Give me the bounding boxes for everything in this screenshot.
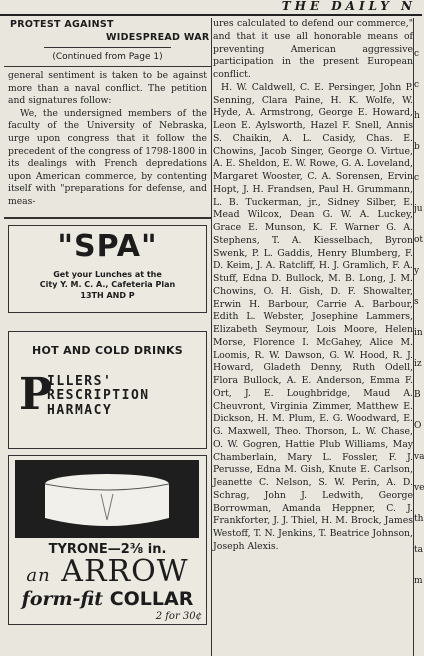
collar-icon [15,460,199,538]
fragment-text: ta [414,545,423,555]
fragment-text: h [414,111,420,121]
fragment-text: va [414,452,424,462]
article-paragraph: ures calculated to defend our commerce," and that it use all honorable means of preventing American aggressive participation in the present European conflict. [213,18,413,80]
fragment-list [414,48,422,588]
spa-ad-line: 13TH AND P [80,290,135,300]
right-column-fragment [414,18,422,606]
pharmacy-logo [19,368,206,421]
section-rule [4,217,211,219]
fragment-text: y [414,266,420,276]
headline-rule [44,47,171,48]
formfit-text: form-fit [21,587,104,610]
masthead [0,0,422,16]
arrow-article-word: an [26,564,51,586]
collar-price: 2 for 30¢ [155,610,202,622]
fragment-text: th [414,514,424,524]
fragment-text: m [414,576,423,586]
fragment-text: ju [414,204,423,214]
fragment-text: c [414,49,420,59]
fragment-text: iz [414,359,422,369]
collar-text: COLLAR [109,587,194,610]
headline-line-2: WIDESPREAD WAR [106,32,210,43]
fragment-text: s [414,297,419,307]
continued-rule [4,66,211,67]
pharmacy-big-letter: P [19,368,53,420]
spa-ad-line: Get your Lunches at the [53,269,162,279]
signature-list: H. W. Caldwell, C. E. Persinger, John P. Senning, Clara Paine, H. K. Wolfe, W. Hyde, A. Armstrong, George E. Howard, Leon E. Aylsworth, Hazel F. Snell, Annis S. Chaikin, A. L. Casidy, Chas. E. Chowins, Jacob Singer, George O. Virtue, A. E. Sheldon, E. W. Rowe, G. A. Loveland, Margaret Wooster, C. A. Sorensen, Ervin Hopt, J. H. Frandsen, Paul H. Grummann, L. B. Tuckerman, jr., Sidney Silber, E. Mead Wilcox, Dean G. W. A. Luckey, Grace E. Munson, K. F. Warner G. A. Stephens, T. A. Kiesselbach, Byron Swenk, P. L. Gaddis, Henry Blumberg, F. D. Keim, J. A. Ratcliff, H. J. Gramlich, F. A. Stuff, Edna D. Bullock, M. B. Long, J. M. Chowins, O. H. Gish, D. F. Showalter, Erwin H. Barbour, Carrie A. Barbour, Edith L. Webster, Josephine Lammers, Elizabeth Seymour, Lois Moore, Helen Morse, Florence I. McGahey, Alice M. Loomis, R. W. Dawson, G. W. Hood, R. J. Howard, Gladeth Denny, Ruth Odell, Flora Bullock, A. E. Anderson, Emma F. Ort, J. E. Loughbridge, Maud A. Cheuvront, Virginia Zimmer, Matthew E. Dickson, H. M. Plum, E. G. Woodward, E. G. Maxwell, Theo. Thorson, L. W. Chase, O. W. Gogren, Hattie Plub Williams, May Chamberlain, Mary L. Fossler, F. J. Perusse, Edna M. Gish, Knute E. Carlson, Jeanette C. Nelson, S. W. Perin, A. D. Schrag, John J. Ledwith, George Borrowman, Amanda Heppner, C. J. Frankforter, J. J. Thiel, H. M. Brock, James Westoff, T. N. Jenkins, T. Beatrice Johnson, Joseph Alexis. [213,81,413,552]
collar-model: TYRONE—2⅜ in. [48,541,167,557]
middle-column [213,18,413,554]
pharmacy-name [47,375,150,419]
article-paragraph: We, the undersigned members of the faculty of the University of Nebraska, urge upon congress that it follow the precedent of the congress of 1798-1800 in its dealings with French depredations upon American commerce, by contenting itself with "preparations for defense, and meas- [8,107,207,207]
article-headline [10,18,211,44]
collar-tagline [9,588,206,610]
pharmacy-name-line: HARMACY [47,402,113,418]
column-rule-left [211,18,212,656]
collar-illustration [15,460,199,538]
article-body-middle [213,18,413,554]
arrow-brand-name: ARROW [61,553,189,589]
spa-advertisement [8,225,207,313]
fragment-text: c [414,173,420,183]
arrow-collar-advertisement [8,455,207,625]
fragment-text: b [414,142,420,152]
fragment-text: in [414,328,423,338]
article-body-left [8,70,207,209]
continued-notice: (Continued from Page 1) [52,52,163,62]
fragment-text: ot [414,235,424,245]
fragment-text: B [414,390,421,400]
article-paragraph: general sentiment is taken to be against more than a naval conflict. The petition and signatures follow: [8,70,207,107]
spa-ad-title: "SPA" [57,228,158,264]
left-column [4,18,211,625]
fragment-text: O [414,421,422,431]
fragment-text: ve [414,483,424,493]
fragment-text: c [414,80,420,90]
drinks-ad-title: HOT AND COLD DRINKS [31,343,183,357]
arrow-brand [9,553,206,592]
pharmacy-name-line: RESCRIPTION [47,388,150,404]
pharmacy-name-line: ILLERS' [47,373,113,389]
newspaper-title: THE DAILY N [281,0,416,13]
headline-line-1: PROTEST AGAINST [10,19,114,30]
pharmacy-advertisement [8,331,207,449]
spa-ad-line: City Y. M. C. A., Cafeteria Plan [39,280,176,290]
